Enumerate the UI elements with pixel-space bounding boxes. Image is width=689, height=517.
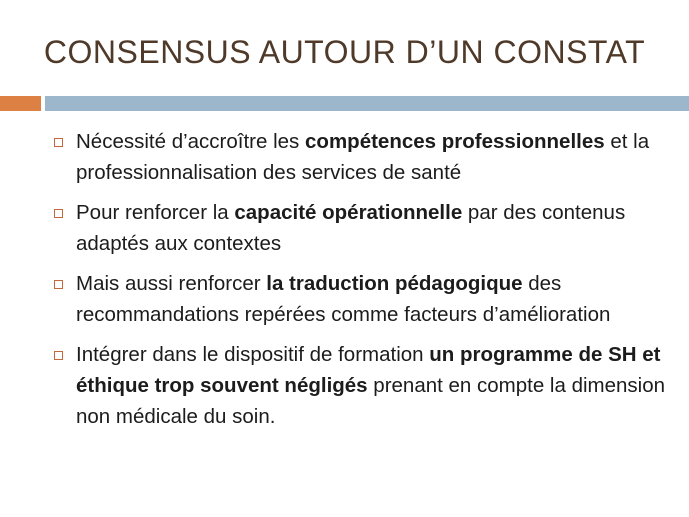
bullet-1-text: Nécessité d’accroître les (76, 130, 306, 153)
square-outline-icon (54, 209, 63, 218)
accent-bar-left (0, 96, 41, 111)
bullet-3-rest: des recommandations repérées comme facteurs d’amélioration (76, 272, 611, 326)
slide-title: CONSENSUS AUTOUR D’UN CONSTAT (43, 34, 646, 70)
accent-bar-right (45, 96, 689, 111)
square-outline-icon (54, 138, 63, 147)
bullet-list (54, 126, 674, 441)
bullet-2-text: Pour renforcer la (76, 201, 235, 224)
bullet-item-4 (54, 339, 674, 432)
bullet-4-emphasis: un programme de SH et éthique trop souvent négligés (76, 343, 661, 397)
bullet-1-rest: et la professionnalisation des services de santé (76, 130, 650, 184)
bullet-item-1 (54, 126, 674, 188)
square-outline-icon (54, 280, 63, 289)
bullet-2-rest: par des contenus adaptés aux contextes (76, 201, 626, 255)
square-outline-icon (54, 351, 63, 360)
bullet-3-text: Mais aussi renforcer (76, 272, 267, 295)
bullet-4-text: Intégrer dans le dispositif de formation (76, 343, 430, 366)
bullet-2-emphasis: capacité opérationnelle (234, 201, 463, 224)
bullet-4-rest: prenant en compte la dimension non médicale du soin. (76, 374, 666, 428)
bullet-item-3 (54, 268, 674, 330)
bullet-item-2 (54, 197, 674, 259)
bullet-3-emphasis: la traduction pédagogique (266, 272, 523, 295)
bullet-1-emphasis: compétences professionnelles (305, 130, 605, 153)
